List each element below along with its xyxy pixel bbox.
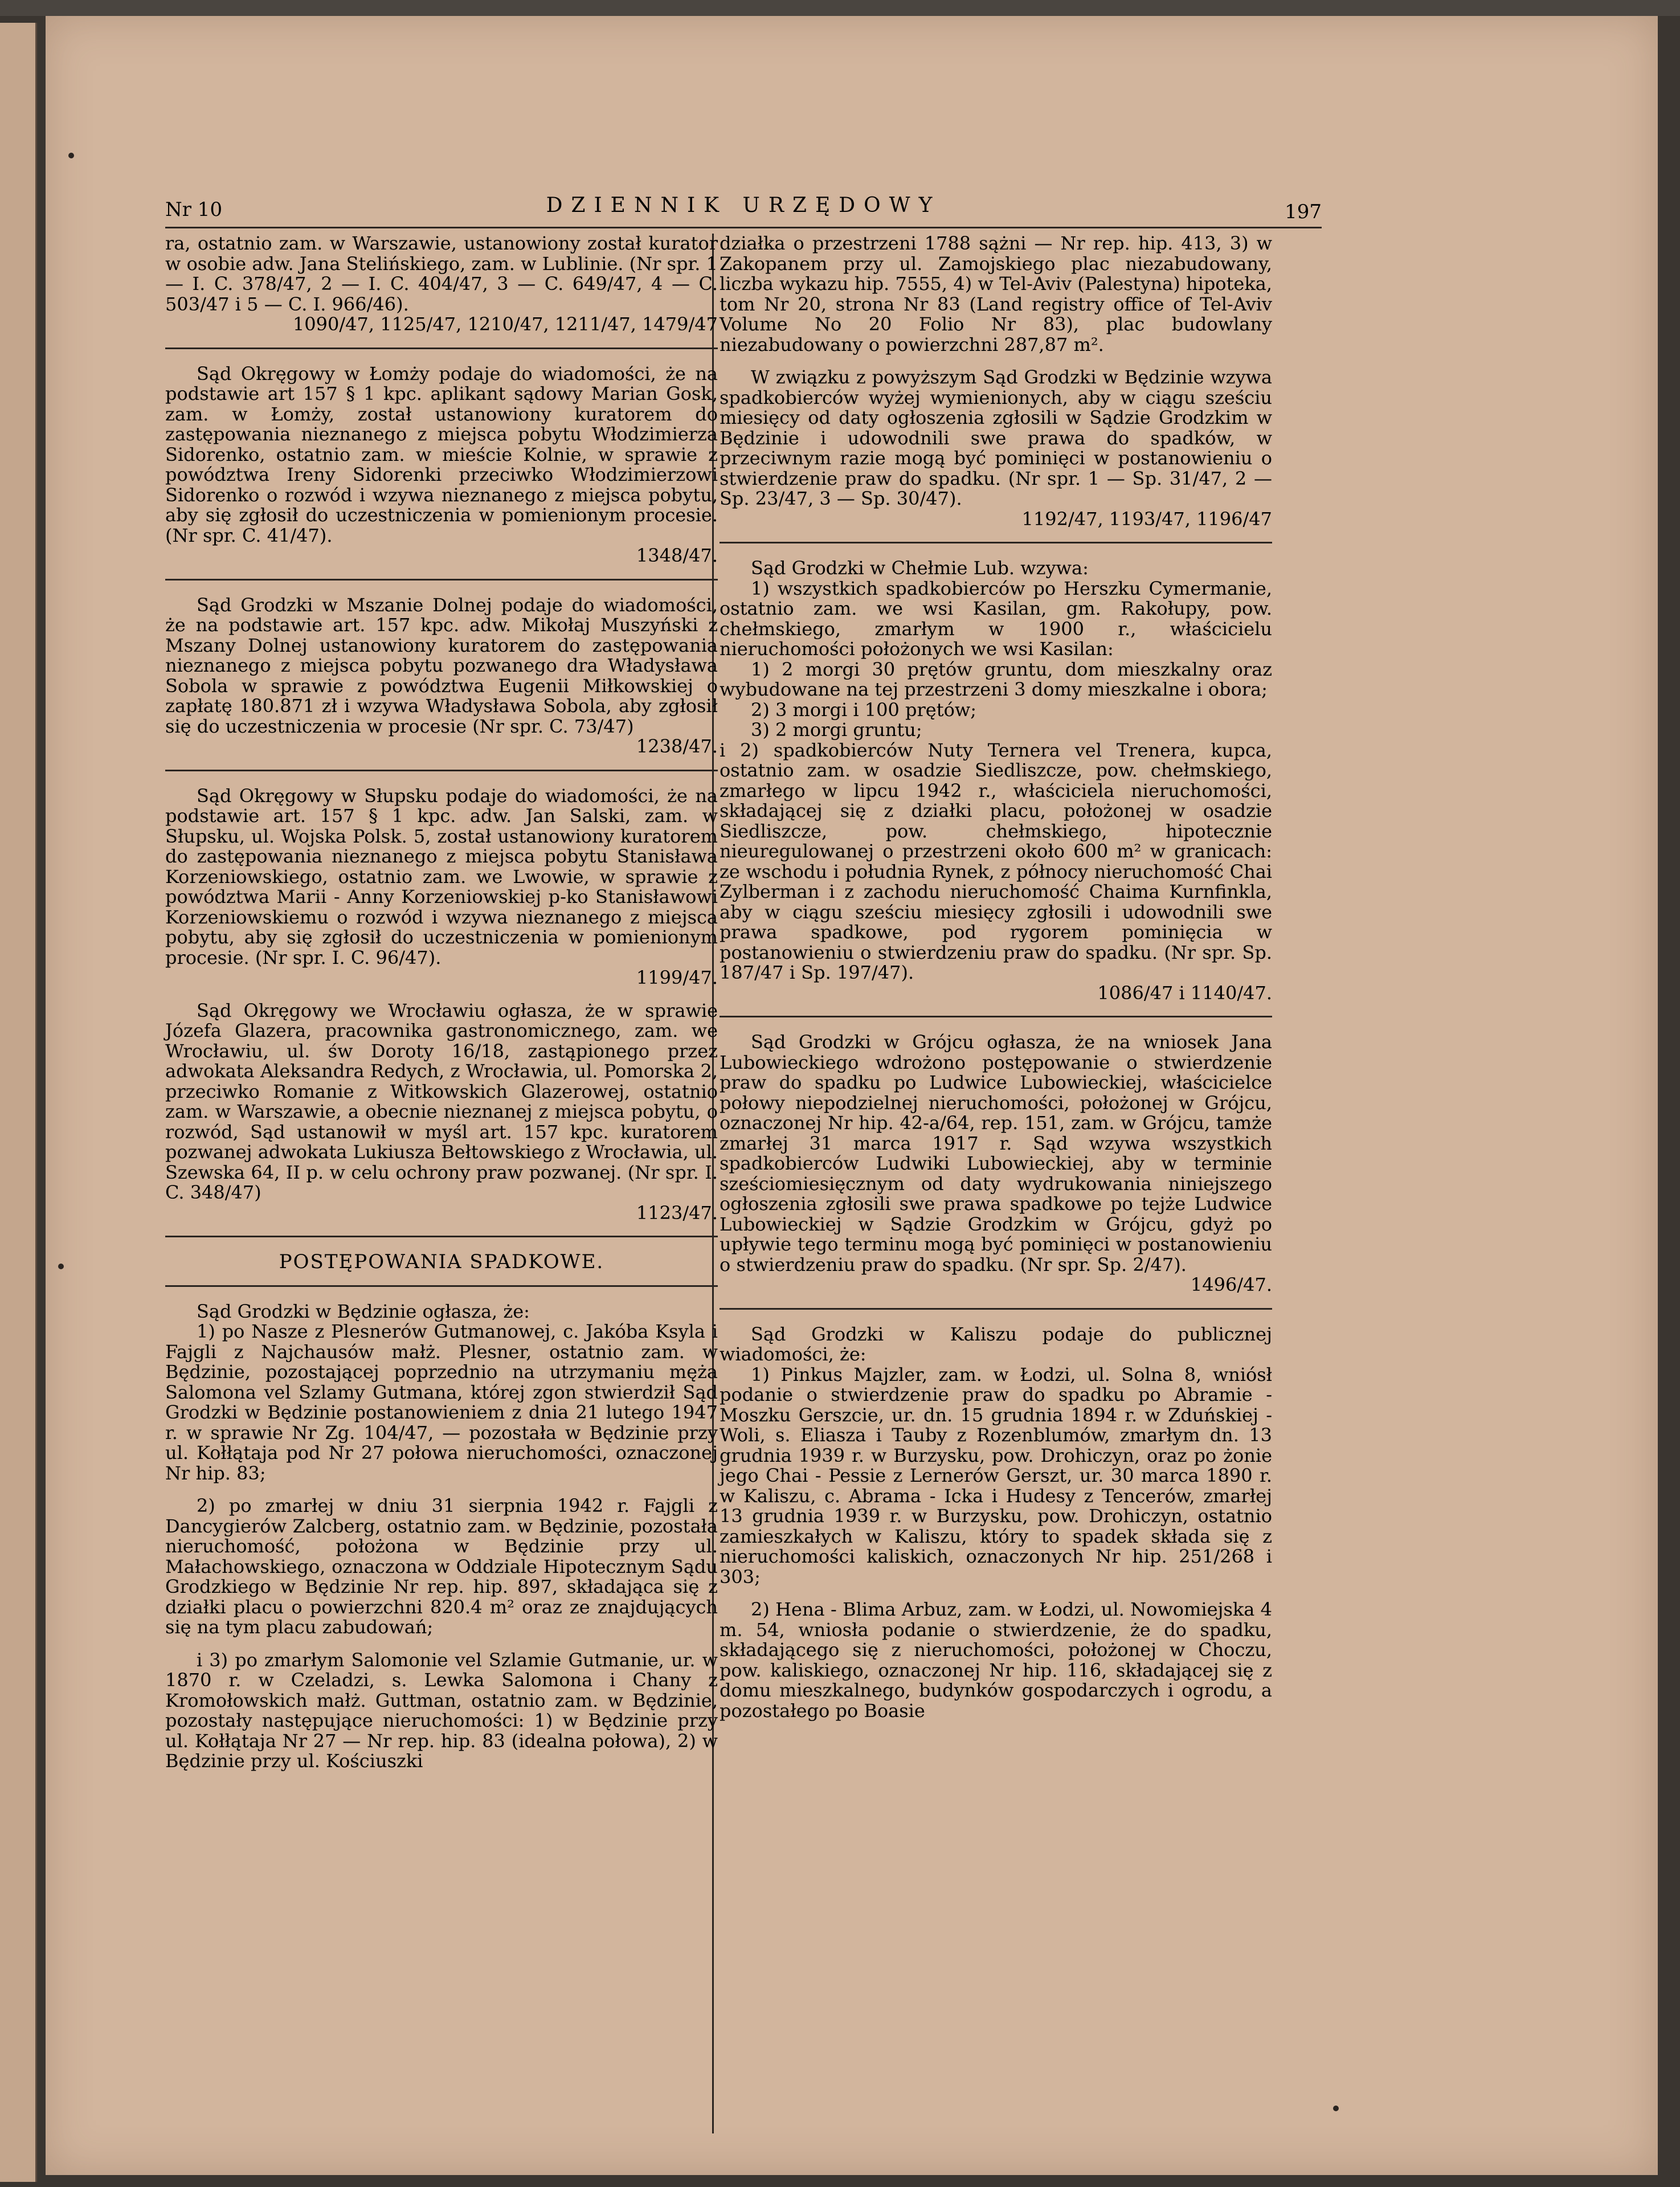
scan-top-edge: [0, 0, 1680, 16]
notice-paragraph: 1) Pinkus Majzler, zam. w Łodzi, ul. Solna 8, wniósł podanie o stwierdzenie praw do spadku po Abramie - Moszku Gerszcie, ur. dn. 15 grudnia 1894 r. w Zduńskiej - Woli, s. Eliasza i Tauby z Rozenblumów, zmarłym dn. 13 grudnia 1939 r. w Burzysku, pow. Drohiczyn, oraz po żonie jego Chai - Pessie z Lernerów Gerszt, ur. 30 marca 1890 r. w Kaliszu, c. Abrama - Icka i Hudesy z Tencerów, zmarłej 13 grudnia 1939 r. w Burzysku, pow. Drohiczyn, ostatnio zamieszkałych w Kaliszu, który to spadek składa się z nieruchomości kaliskich, oznaczonych Nr hip. 251/268 i 303;: [720, 1363, 1272, 1588]
scan-speck: [1333, 2106, 1339, 2111]
notice-paragraph: i 3) po zmarłym Salomonie vel Szlamie Gutmanie, ur. w 1870 r. w Czeladzi, s. Lewka Salomona i Chany z Kromołowskich małż. Guttman, ostatnio zam. w Będzinie, pozostały następujące nieruchomości: 1) w Będzinie przy ul. Kołłątaja Nr 27 — Nr rep. hip. 83 (idealna połowa), 2) w Będzinie przy ul. Kościuszki: [165, 1649, 718, 1772]
scan-speck: [58, 1264, 64, 1269]
running-header: [165, 181, 1322, 227]
notice-paragraph: Sąd Grodzki w Kaliszu podaje do publicznej wiadomości, że:: [720, 1323, 1272, 1365]
notice-reference: 1348/47.: [636, 545, 718, 566]
section-heading: POSTĘPOWANIA SPADKOWE.: [279, 1250, 604, 1273]
notice-paragraph: Sąd Grodzki w Będzinie ogłasza, że:: [197, 1300, 530, 1322]
notice-reference: 1192/47, 1193/47, 1196/47: [1021, 508, 1272, 530]
notice-paragraph: 1) po Nasze z Plesnerów Gutmanowej, c. Jakóba Ksyla i Fajgli z Najchausów małż. Plesner, ostatnio zam. w Będzinie, pozostającej poprzednio na utrzymaniu męża Salomona vel Szlamy Gutmana, której zgon stwierdził Sąd Grodzki w Będzinie postanowieniem z dnia 21 lutego 1947 r. w sprawie Nr Zg. 104/47, — pozostała w Będzinie przy ul. Kołłątaja pod Nr 27 połowa nieruchomości, oznaczonej Nr hip. 83;: [165, 1321, 718, 1484]
notice-paragraph: 2) 3 morgi i 100 prętów;: [751, 698, 977, 721]
notice-paragraph: W związku z powyższym Sąd Grodzki w Będzinie wzywa spadkobierców wyżej wymienionych, aby w ciągu sześciu miesięcy od daty ogłoszenia zgłosili w Sądzie Grodzkim w Będzinie i udowodnili swe prawa do spadków, w przeciwnym razie mogą być pominięci w postanowieniu o stwierdzenie praw do spadku. (Nr spr. 1 — Sp. 31/47, 2 — Sp. 23/47, 3 — Sp. 30/47).: [720, 366, 1272, 509]
notice-paragraph: Sąd Grodzki w Mszanie Dolnej podaje do wiadomości, że na podstawie art. 157 kpc. adw. Mikołaj Muszyński z Mszany Dolnej ustanowiony kuratorem do zastępowania nieznanego z miejsca pobytu pozwanego dra Władysława Sobola w sprawie z powództwa Eugenii Miłkowskiej o zapłatę 180.871 zł i wzywa Władysława Sobola, aby zgłosił się do uczestniczenia w procesie (Nr spr. C. 73/47): [165, 594, 718, 737]
notice-separator: [165, 770, 718, 771]
notice-paragraph: Sąd Grodzki w Chełmie Lub. wzywa:: [751, 557, 1089, 579]
notice-reference: 1238/47.: [636, 735, 718, 757]
notice-paragraph: 2) po zmarłej w dniu 31 sierpnia 1942 r. Fajgli z Dancygierów Zalcberg, ostatnio zam. w Będzinie, pozostała nieruchomość, położona w Będzinie przy ul. Małachowskiego, oznaczona w Oddziale Hipotecznym Sądu Grodzkiego w Będzinie Nr rep. hip. 897, składająca się z działki placu o powierzchni 820.4 m² oraz ze znajdujących się na tym placu zabudowań;: [165, 1495, 718, 1638]
notice-reference: 1090/47, 1125/47, 1210/47, 1211/47, 1479/47: [292, 313, 718, 335]
notice-separator: [720, 1308, 1272, 1310]
notice-paragraph: 3) 2 morgi gruntu;: [751, 719, 922, 741]
notice-reference: 1086/47 i 1140/47.: [1097, 982, 1272, 1004]
scan-speck: [68, 153, 74, 158]
notice-paragraph: ra, ostatnio zam. w Warszawie, ustanowiony został kurator w osobie adw. Jana Stelińskiego, zam. w Lublinie. (Nr spr. 1 — I. C. 378/47, 2 — I. C. 404/47, 3 — C. 649/47, 4 — C. 503/47 i 5 — C. I. 966/46).: [165, 232, 718, 315]
notice-separator: [165, 579, 718, 581]
issue-number: Nr 10: [165, 198, 223, 221]
notice-paragraph: Sąd Okręgowy we Wrocławiu ogłasza, że w sprawie Józefa Glazera, pracownika gastronomicznego, zam. we Wrocławiu, ul. św Doroty 16/18, zastąpionego przez adwokata Aleksandra Redych, z Wrocławia, ul. Pomorska 2, przeciwko Romanie z Witkowskich Glazerowej, ostatnio zam. w Warszawie, a obecnie nieznanej z miejsca pobytu, o rozwód, Sąd ustanowił w myśl art. 157 kpc. kuratorem pozwanej adwokata Lukiusza Bełtowskiego z Wrocławia, ul. Szewska 64, II p. w celu ochrony praw pozwanej. (Nr spr. I. C. 348/47): [165, 999, 718, 1203]
journal-title: DZIENNIK URZĘDOWY: [546, 194, 941, 217]
notice-separator: [165, 348, 718, 349]
notice-paragraph: Sąd Grodzki w Grójcu ogłasza, że na wniosek Jana Lubowieckiego wdrożono postępowanie o stwierdzenie praw do spadku po Ludwice Lubowieckiej, właścicielce połowy niepodzielnej nieruchomości, położonej w Grójcu, oznaczonej Nr hip. 42-a/64, rep. 151, zam. w Grójcu, tamże zmarłej 31 marca 1917 r. Sąd wzywa wszystkich spadkobierców Ludwiki Lubowieckiej, aby w terminie sześciomiesięcznym od daty wydrukowania niniejszego ogłoszenia zgłosili swe prawa spadkowe po tejże Ludwice Lubowieckiej w Sądzie Grodzkim w Grójcu, gdyż po upływie tego terminu mogą być pominięci w postanowieniu o stwierdzeniu praw do spadku. (Nr spr. Sp. 2/47).: [720, 1031, 1272, 1276]
notice-reference: 1123/47.: [636, 1201, 718, 1224]
previous-page-edge: [0, 23, 37, 2182]
notice-paragraph: Sąd Okręgowy w Słupsku podaje do wiadomości, że na podstawie art. 157 § 1 kpc. adw. Jan Salski, zam. w Słupsku, ul. Wojska Polsk. 5, został ustanowiony kuratorem do zastępowania nieznanego z miejsca pobytu Stanisława Korzeniowskiego, ostatnio zam. we Lwowie, w sprawie z powództwa Marii - Anny Korzeniowskiej p-ko Stanisławowi Korzeniowskiemu o rozwód i wzywa nieznanego z miejsca pobytu, aby się zgłosił do uczestniczenia w pomienionym procesie. (Nr spr. I. C. 96/47).: [165, 784, 718, 968]
notice-reference: 1199/47.: [636, 967, 718, 988]
left-column: [165, 234, 718, 1772]
notice-separator: [720, 542, 1272, 543]
notice-separator: [720, 1016, 1272, 1017]
section-rule: [165, 1285, 718, 1287]
notice-paragraph: działka o przestrzeni 1788 sążni — Nr rep. hip. 413, 3) w Zakopanem przy ul. Zamojskiego plac niezabudowany, liczba wykazu hip. 7555, 4) w Tel-Aviv (Palestyna) hipoteka, tom Nr 20, strona Nr 83 (Land registry office of Tel-Aviv Volume No 20 Folio Nr 83), plac budowlany niezabudowany o powierzchni 287,87 m².: [720, 232, 1272, 355]
notice-paragraph: 1) wszystkich spadkobierców po Herszku Cymermanie, ostatnio zam. we wsi Kasilan, gm. Rakołupy, pow. chełmskiego, zmarłym w 1900 r., właścicielu nieruchomości położonych we wsi Kasilan:: [720, 577, 1272, 660]
right-column: [720, 234, 1272, 1721]
page-number: 197: [1285, 201, 1322, 223]
notice-reference: 1496/47.: [1190, 1274, 1272, 1295]
header-rule: [165, 227, 1322, 228]
section-rule: [165, 1236, 718, 1237]
notice-paragraph: i 2) spadkobierców Nuty Ternera vel Trenera, kupca, ostatnio zam. w osadzie Siedliszcze, pow. chełmskiego, zmarłego w lipcu 1942 r., właściciela nieruchomości, składającej się z działki placu, położonej w osadzie Siedliszcze, pow. chełmskiego, hipotecznie nieuregulowanej o przestrzeni około 600 m² w granicach: ze wschodu i południa Rynek, z północy nieruchomość Chai Zylberman i z zachodu nieruchomość Chaima Kurnfinkla, aby w ciągu sześciu miesięcy zgłosili i udowodnili swe prawa spadkowe, pod rygorem pominięcia w postanowieniu o stwierdzeniu praw do spadku. (Nr spr. Sp. 187/47 i Sp. 197/47).: [720, 739, 1272, 983]
notice-paragraph: 2) Hena - Blima Arbuz, zam. w Łodzi, ul. Nowomiejska 4 m. 54, wniosła podanie o stwierdzenie, że do spadku, składającego się z nieruchomości, położonej w Choczu, pow. kaliskiego, oznaczonej Nr hip. 116, składającej się z domu mieszkalnego, budynków gospodarczych i ogrodu, a pozostałego po Boasie: [720, 1599, 1272, 1722]
notice-paragraph: 1) 2 morgi 30 prętów gruntu, dom mieszkalny oraz wybudowane na tej przestrzeni 3 domy mieszkalne i obora;: [720, 658, 1272, 700]
notice-paragraph: Sąd Okręgowy w Łomży podaje do wiadomości, że na podstawie art 157 § 1 kpc. aplikant sądowy Marian Gosk, zam. w Łomży, został ustanowiony kuratorem do zastępowania nieznanego z miejsca pobytu Włodzimierza Sidorenko, ostatnio zam. w mieście Kolnie, w sprawie z powództwa Ireny Sidorenki przeciwko Włodzimierzowi Sidorenko o rozwód i wzywa nieznanego z miejsca pobytu, aby się zgłosił do uczestniczenia w pomienionym procesie. (Nr spr. C. 41/47).: [165, 362, 718, 546]
